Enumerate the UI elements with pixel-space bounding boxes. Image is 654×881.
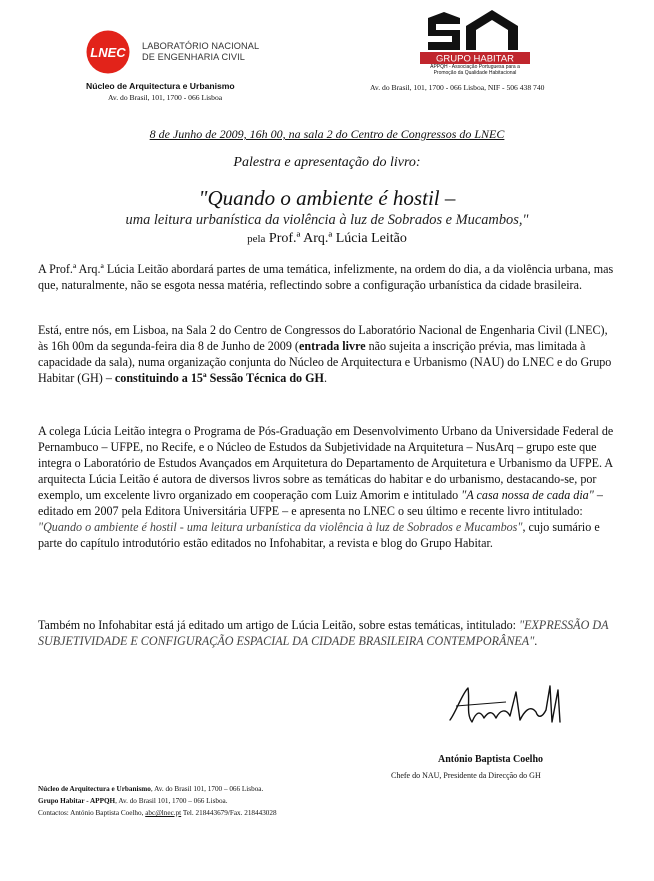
speaker-name: Prof.ª Arq.ª Lúcia Leitão xyxy=(265,231,407,246)
p2-text-e: . xyxy=(323,371,327,385)
p3-text-c: – editado em 2007 pela Editora Universitária UFPE – e apresenta no LNEC o seu último e recente livro intitulado: xyxy=(38,488,603,518)
p2-text-c: não sujeita a inscrição prévia, mas limitada à capacidade da sala), numa organização conjunta do Núcleo de Arquitectura e Urbanismo (NAU) do LNEC e do Grupo Habitar (GH) – xyxy=(38,339,612,385)
event-intro: Palestra e apresentação do livro: xyxy=(233,155,421,170)
signatory-name: António Baptista Coelho xyxy=(438,754,544,765)
handwritten-signature xyxy=(446,682,578,730)
event-date-location: 8 de Junho de 2009, 16h 00, na sala 2 do Centro de Congressos do LNEC xyxy=(149,127,505,141)
book-subtitle: uma leitura urbanística da violência à luz de Sobrados e Mucambos," xyxy=(125,212,529,228)
paragraph-3 xyxy=(38,423,618,551)
paragraph-1: A Prof.ª Arq.ª Lúcia Leitão abordará partes de uma temática, infelizmente, na ordem do dia, a da violência urbana, mas que, naturalmente, não se esgota nessa matéria, reflectindo sobre a configuração urbanística da cidade brasileira. xyxy=(38,262,614,292)
footer-email-link[interactable]: abc@lnec.pt xyxy=(145,809,182,817)
title-dash: – xyxy=(439,186,456,210)
p2-session: constituindo a 15ª Sessão Técnica do GH xyxy=(114,371,324,385)
paragraph-2 xyxy=(38,322,618,386)
p2-text-a: Está, entre nós, em Lisboa, na Sala 2 do Centro de Congressos do Laboratório Nacional de Engenharia Civil (LNEC), às 16h 00m da segunda-feira dia 8 de Junho de 2009 ( xyxy=(38,323,608,353)
footer-contacts: Contactos: António Baptista Coelho, xyxy=(38,809,146,817)
title-text: Quando o ambiente é hostil xyxy=(207,186,440,210)
p3-book-casa: "A casa nossa de cada dia" xyxy=(461,488,594,502)
lnec-address: Av. do Brasil, 101, 1700 - 066 Lisboa xyxy=(108,93,223,102)
lnec-name xyxy=(142,41,259,63)
speaker xyxy=(0,231,654,247)
footer-line-2 xyxy=(38,797,228,805)
footer-gh: Grupo Habitar - APPQH xyxy=(38,797,116,805)
lnec-name-line1: LABORATÓRIO NACIONAL xyxy=(142,41,260,51)
p3-text-a: A colega Lúcia Leitão integra o Programa de Pós-Graduação em Desenvolvimento Urbano da Universidade Federal de Pernambuco – UFPE, no Recife, e o Núcleo de Estudos da Subjetividade na Arquitetura – NusArq – grupo este que integra o Laboratório de Estudos Avançados em Arquitetura do Departamento de Arquitetura e Urbanismo da UFPE. A arquitecta Lúcia Leitão é autora de diversos livros sobre as temáticas do habitar e do urbanismo, destacando-se, por exemplo, um excelente livro organizado em cooperação com Luiz Amorim e intitulado xyxy=(38,424,614,502)
footer-nau: Núcleo de Arquitectura e Urbanismo xyxy=(38,785,151,793)
lnec-logo xyxy=(86,30,130,74)
grupo-habitar-subtitle: APPQH - Associação Portuguesa para a Promoção da Qualidade Habitacional xyxy=(430,64,520,76)
lnec-name-line2: DE ENGENHARIA CIVIL xyxy=(142,52,245,62)
lnec-department: Núcleo de Arquitectura e Urbanismo xyxy=(86,81,235,91)
footer-line-3 xyxy=(38,809,277,817)
p4-text-a: Também no Infohabitar está já editado um artigo de Lúcia Leitão, sobre estas temáticas, intitulado: xyxy=(38,618,520,632)
paragraph-4 xyxy=(38,617,618,649)
p2-free-entry: entrada livre xyxy=(298,339,366,353)
p3-book-title: "Quando o ambiente é hostil - uma leitura urbanística da violência à luz de Sobrados e Mucambos" xyxy=(38,520,523,534)
gh-logo-text: GRUPO HABITAR xyxy=(436,53,514,65)
signatory-role: Chefe do NAU, Presidente da Direcção do GH xyxy=(391,771,541,780)
footer-gh-address: , Av. do Brasil 101, 1700 – 066 Lisboa. xyxy=(115,797,228,805)
speaker-prefix: pela xyxy=(247,233,266,245)
title-quote-open: " xyxy=(198,186,208,210)
footer-line-1 xyxy=(38,785,263,793)
footer-nau-address: , Av. do Brasil 101, 1700 – 066 Lisboa. xyxy=(150,785,264,793)
p4-article-title: "EXPRESSÃO DA SUBJETIVIDADE E CONFIGURAÇÃO ESPACIAL DA CIDADE BRASILEIRA CONTEMPORÂNEA" xyxy=(38,618,609,648)
lnec-logo-text: LNEC xyxy=(90,45,126,60)
grupo-habitar-address: Av. do Brasil, 101, 1700 - 066 Lisboa, NIF - 506 438 740 xyxy=(370,83,545,92)
p4-text-c: . xyxy=(534,634,538,648)
p3-text-e: , cujo sumário e parte do capítulo introdutório estão editados no Infohabitar, a revista e blog do Grupo Habitar. xyxy=(38,520,600,550)
footer-phone: Tel. 218443679/Fax. 218443028 xyxy=(181,809,277,817)
book-title xyxy=(0,186,654,211)
